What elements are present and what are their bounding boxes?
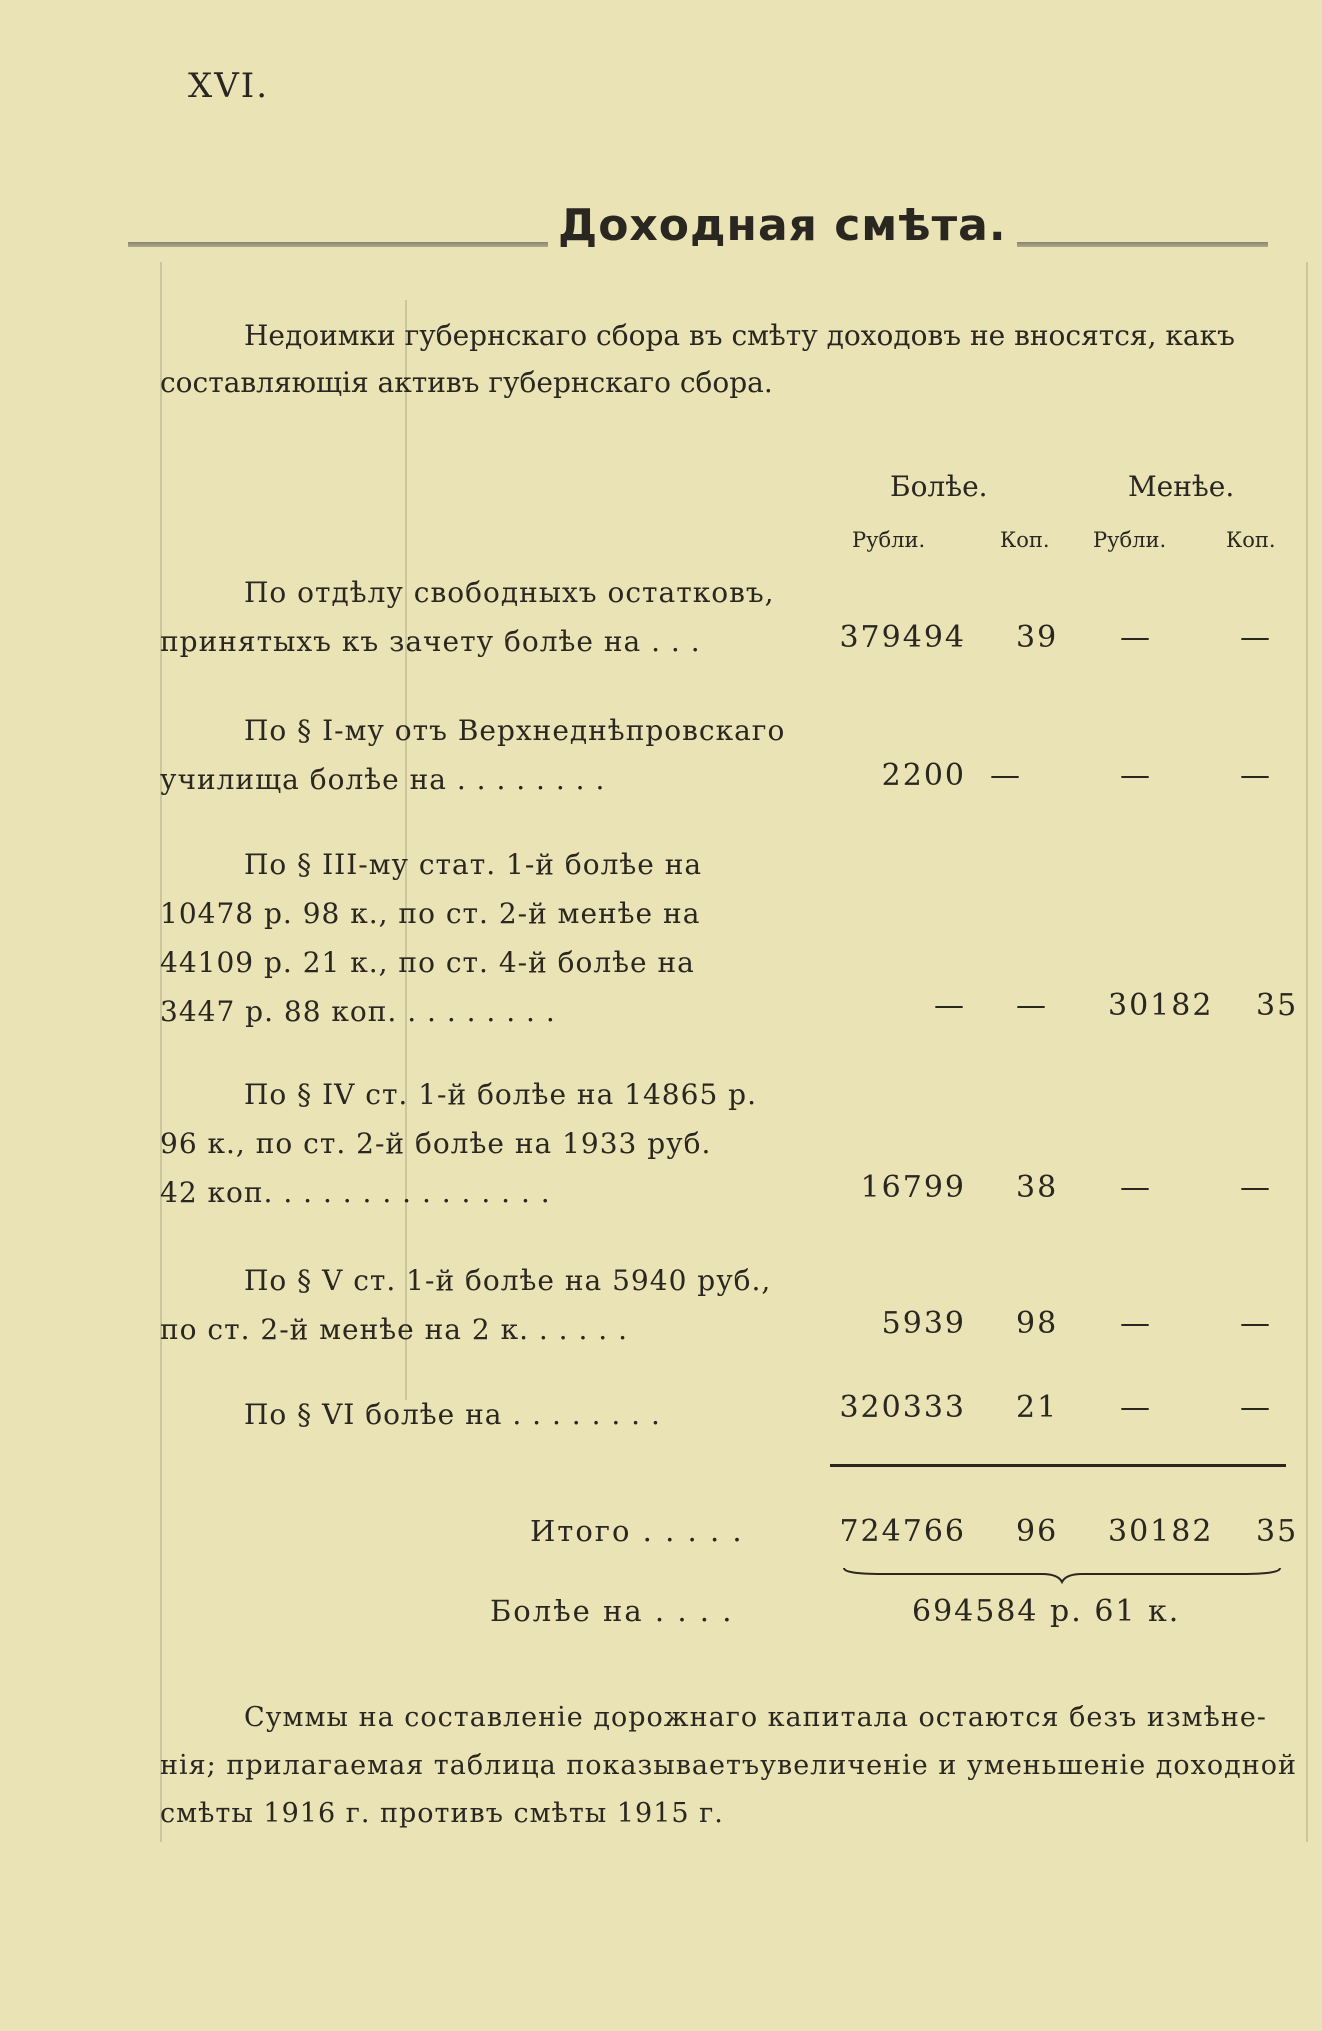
table-row-description <box>160 568 812 666</box>
row-more-rubles: 2200 <box>881 758 966 793</box>
row-more-rubles: 379494 <box>839 620 966 655</box>
row-more-rubles: 16799 <box>860 1170 966 1205</box>
row-less-rubles: 30182 <box>1108 988 1214 1023</box>
balance-label: Болѣе на . . . . <box>490 1594 734 1628</box>
table-row-description <box>160 1390 812 1439</box>
intro-paragraph <box>160 312 1310 406</box>
column-less: Менѣе. <box>1128 470 1235 503</box>
row-line: 44109 р. 21 к., по ст. 4-й болѣе на <box>160 946 695 979</box>
row-less-kopecks: — <box>1240 758 1272 793</box>
row-line: 3447 р. 88 коп. . . . . . . . . <box>160 995 556 1028</box>
table-row-description <box>160 706 812 804</box>
row-less-rubles: — <box>1120 1170 1152 1205</box>
row-line: По отдѣлу свободныхъ остатковъ, <box>244 576 775 609</box>
balance-value: 694584 р. 61 к. <box>912 1594 1181 1629</box>
row-more-kopecks: 21 <box>1016 1390 1059 1425</box>
row-line: 96 к., по ст. 2-й болѣе на 1933 руб. <box>160 1127 712 1160</box>
row-less-kopecks: — <box>1240 1170 1272 1205</box>
frame-line-right <box>1306 262 1308 1842</box>
row-more-rubles: — <box>934 988 966 1023</box>
note-line-1: Суммы на составленіе дорожнаго капитала остаются безъ измѣне- <box>244 1702 1267 1733</box>
row-line: По § VI болѣе на . . . . . . . . <box>244 1398 661 1431</box>
row-more-kopecks: 98 <box>1016 1306 1059 1341</box>
row-less-kopecks: — <box>1240 1390 1272 1425</box>
row-line: 10478 р. 98 к., по ст. 2-й менѣе на <box>160 897 701 930</box>
row-line: По § I-му отъ Верхнеднѣпровскаго <box>244 714 786 747</box>
row-more-rubles: 5939 <box>881 1306 966 1341</box>
note-line-2: нія; прилагаемая таблица показываетъувеличеніе и уменьшеніе доходной <box>160 1750 1297 1781</box>
frame-line-left <box>160 262 162 1842</box>
row-line: принятыхъ къ зачету болѣе на . . . <box>160 625 701 658</box>
total-rule <box>830 1464 1286 1467</box>
row-line: по ст. 2-й менѣе на 2 к. . . . . . <box>160 1313 628 1346</box>
page-number: XVI. <box>188 66 269 106</box>
row-more-kopecks: 38 <box>1016 1170 1059 1205</box>
row-line: По § V ст. 1-й болѣе на 5940 руб., <box>244 1264 772 1297</box>
total-less-rubles: 30182 <box>1108 1514 1214 1549</box>
row-less-rubles: — <box>1120 620 1152 655</box>
table-row-description <box>160 1070 812 1217</box>
page-title: Доходная смѣта. <box>548 200 1017 251</box>
column-more: Болѣе. <box>890 470 988 503</box>
row-less-kopecks: — <box>1240 1306 1272 1341</box>
subcolumn-less-rubles: Рубли. <box>1093 528 1167 552</box>
row-line: 42 коп. . . . . . . . . . . . . . . <box>160 1176 551 1209</box>
table-row-description <box>160 840 812 1036</box>
subcolumn-more-rubles: Рубли. <box>852 528 926 552</box>
total-more-kopecks: 96 <box>1016 1514 1059 1549</box>
row-line: По § IV ст. 1-й болѣе на 14865 р. <box>244 1078 757 1111</box>
note-line-3: смѣты 1916 г. противъ смѣты 1915 г. <box>160 1798 724 1829</box>
row-less-rubles: — <box>1120 1306 1152 1341</box>
subcolumn-less-kopecks: Коп. <box>1226 528 1276 552</box>
row-more-kopecks: 39 <box>1016 620 1059 655</box>
row-less-kopecks: — <box>1240 620 1272 655</box>
row-more-kopecks: — <box>990 758 1022 793</box>
subcolumn-more-kopecks: Коп. <box>1000 528 1050 552</box>
table-row-description <box>160 1256 812 1354</box>
row-more-rubles: 320333 <box>839 1390 966 1425</box>
row-less-rubles: — <box>1120 1390 1152 1425</box>
total-brace <box>842 1562 1282 1584</box>
intro-line-2: составляющія активъ губернскаго сбора. <box>160 366 773 399</box>
row-less-rubles: — <box>1120 758 1152 793</box>
closing-note <box>160 1694 1300 1838</box>
row-line: По § III-му стат. 1-й болѣе на <box>244 848 703 881</box>
total-less-kopecks: 35 <box>1256 1514 1299 1549</box>
row-more-kopecks: — <box>1016 988 1048 1023</box>
row-line: училища болѣе на . . . . . . . . <box>160 763 606 796</box>
total-more-rubles: 724766 <box>839 1514 966 1549</box>
row-less-kopecks: 35 <box>1256 988 1299 1023</box>
intro-line-1: Недоимки губернскаго сбора въ смѣту доходовъ не вносятся, какъ <box>244 319 1235 352</box>
total-label: Итого . . . . . <box>530 1514 744 1548</box>
